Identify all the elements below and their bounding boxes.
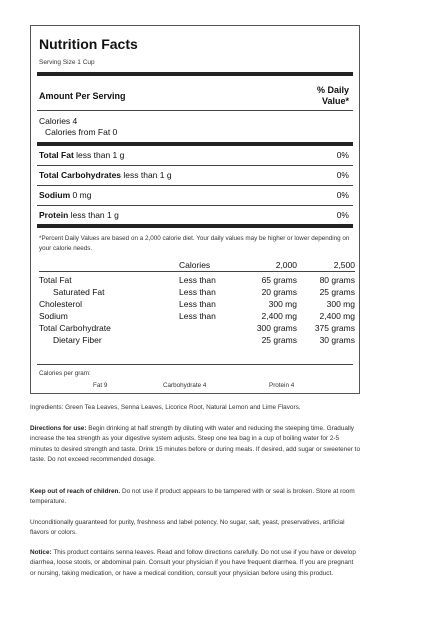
warning-heading: Keep out of reach of children. — [30, 488, 121, 495]
table-cell: 300 grams — [256, 323, 297, 333]
table-cell: Total Fat — [39, 275, 72, 285]
directions-body: Begin drinking at half strength by diluting with water and reducing the steeping time. Gradually increase the tea strength as your digestive system adjusts. Steep one tea bag in a cup of boiling water for 2-5 minutes to desired strength and taste. Drink 15 minutes before or during meals. If desired, add sugar or sweetener to taste. Do not exceed recommended dosage. — [30, 425, 361, 464]
table-cell: Saturated Fat — [53, 287, 105, 297]
table-row — [39, 310, 355, 322]
table-cell: 25 grams — [319, 287, 355, 297]
table-cell: 300 mg — [268, 299, 297, 309]
nutrient-percent: 0% — [336, 190, 349, 200]
nutrient-amount: less than 1 g — [121, 170, 172, 180]
fat-per-gram: Fat 9 — [93, 382, 108, 389]
daily-value-footnote: *Percent Daily Values are based on a 2,000 calorie diet. Your daily values may be higher or lower depending on your calorie needs. — [39, 235, 350, 252]
notice-heading: Notice: — [30, 549, 52, 556]
divider — [37, 185, 353, 186]
divider — [37, 110, 353, 111]
table-row — [39, 286, 355, 298]
nutrient-name: Sodium — [39, 190, 71, 200]
table-cell: Sodium — [39, 311, 68, 321]
table-cell — [179, 322, 239, 334]
divider-thick — [37, 72, 353, 76]
nutrient-amount: less than 1 g — [68, 210, 119, 220]
table-cell: 300 mg — [326, 299, 355, 309]
table-cell: 25 grams — [261, 335, 297, 345]
carb-per-gram: Carbohydrate 4 — [163, 382, 207, 389]
table-cell: Cholesterol — [39, 299, 82, 309]
warning — [30, 487, 360, 508]
nutrient-percent: 0% — [336, 150, 349, 160]
nutrient-row-total-carbohydrates — [39, 170, 349, 180]
table-cell — [179, 334, 239, 346]
serving-size: Serving Size 1 Cup — [39, 59, 95, 66]
table-cell: 30 grams — [319, 335, 355, 345]
table-cell: 2,400 mg — [261, 311, 297, 321]
nutrient-percent: 0% — [336, 170, 349, 180]
nutrition-facts-panel — [30, 25, 360, 394]
daily-value-line1: % Daily — [316, 85, 349, 95]
nutrient-row-total-fat — [39, 150, 349, 160]
table-row — [39, 322, 355, 334]
table-row — [39, 274, 355, 286]
protein-per-gram: Protein 4 — [269, 382, 295, 389]
nutrient-name: Total Fat — [39, 150, 74, 160]
table-cell: Less than — [179, 287, 216, 297]
divider — [37, 364, 353, 365]
nutrient-amount: 0 mg — [70, 190, 92, 200]
notice-body: This product contains senna leaves. Read and follow directions carefully. Do not use if you have or develop diarrhea, loose stools, or abdominal pain. Consult your physician if you have frequent diarrhea. If you are pregnant or nursing, taking medication, or have a medical condition, consult your physician before using this product. — [30, 549, 356, 577]
table-cell: 2,000 — [275, 260, 297, 270]
daily-value-header — [317, 85, 349, 107]
table-row — [39, 334, 355, 346]
table-cell: 2,400 mg — [319, 311, 355, 321]
table-row — [39, 298, 355, 310]
nutrient-percent: 0% — [336, 210, 349, 220]
table-cell: Less than — [179, 311, 216, 321]
table-cell: 375 grams — [314, 323, 355, 333]
table-cell: Less than — [179, 275, 216, 285]
divider — [37, 165, 353, 166]
directions-heading: Directions for use: — [30, 425, 87, 432]
calories-per-gram: Calories per gram: — [39, 370, 91, 377]
daily-value-table — [39, 259, 355, 346]
table-cell: 2,500 — [333, 260, 355, 270]
divider — [37, 205, 353, 206]
calories-from-fat: Calories from Fat 0 — [45, 127, 118, 137]
table-cell: Less than — [179, 299, 216, 309]
nutrient-row-sodium — [39, 190, 349, 200]
table-cell: 20 grams — [261, 287, 297, 297]
amount-per-serving: Amount Per Serving — [39, 91, 126, 101]
directions — [30, 424, 360, 466]
nutrient-name: Protein — [39, 210, 69, 220]
table-header-row — [39, 259, 355, 272]
nutrient-row-protein — [39, 210, 349, 220]
calories: Calories 4 — [39, 116, 78, 126]
daily-value-line2: Value* — [321, 96, 349, 106]
nutrition-title: Nutrition Facts — [39, 36, 138, 52]
table-cell: 80 grams — [319, 275, 355, 285]
table-cell: Total Carbohydrate — [39, 323, 111, 333]
divider-thick — [37, 224, 353, 228]
warning-body: Do not use if product appears to be tampered with or seal is broken. Store at room temperature. — [30, 488, 355, 506]
table-cell: Dietary Fiber — [53, 335, 102, 345]
table-cell: Calories — [179, 260, 211, 270]
ingredients: Ingredients: Green Tea Leaves, Senna Leaves, Licorice Root, Natural Lemon and Lime Flavors. — [30, 404, 301, 411]
table-cell — [39, 259, 179, 272]
nutrient-name: Total Carbohydrates — [39, 170, 122, 180]
divider-thick — [37, 142, 353, 146]
notice — [30, 548, 360, 579]
nutrient-amount: less than 1 g — [73, 150, 125, 160]
guarantee: Unconditionally guaranteed for purity, freshness and label potency. No sugar, salt, yeast, preservatives, artificial flavors or colors. — [30, 519, 345, 537]
table-cell: 65 grams — [261, 275, 297, 285]
